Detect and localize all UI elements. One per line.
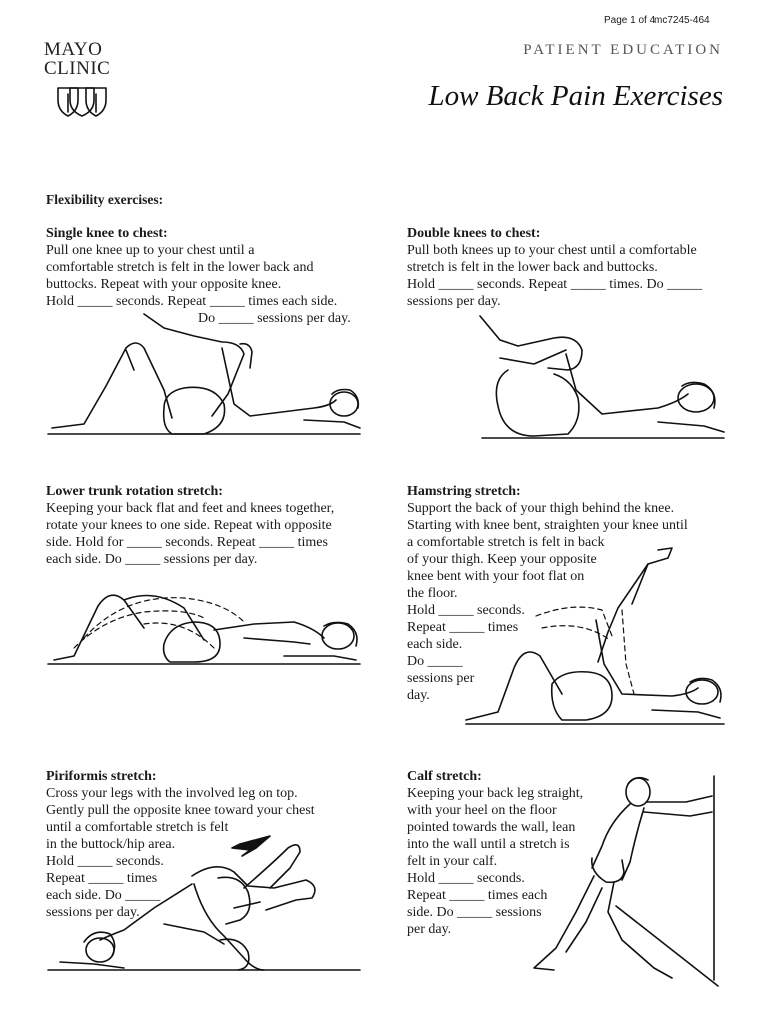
document-title: Low Back Pain Exercises: [428, 80, 723, 112]
logo-text-line2: CLINIC: [44, 58, 111, 79]
mayo-clinic-logo: [44, 40, 124, 130]
logo-text-line1: MAYO: [44, 39, 103, 60]
exercise-instructions: Keeping your back leg straight, with your heel on the floor pointed towards the wall, lean into the wall until a stretch is felt in your calf. Hold _____ seconds. Repeat _____ times each side. Do _____ sessions per day.: [407, 786, 584, 937]
exercise-title: Double knees to chest:: [407, 226, 541, 241]
exercise-title: Piriformis stretch:: [46, 769, 157, 784]
exercise-instructions: Support the back of your thigh behind the knee. Starting with knee bent, straighten your knee until a comfortable stretch is felt in back of your thigh. Keep your opposite knee bent with your foot flat on the floor. Hold _____ seconds. Repeat _____ times each side. Do _____ sessions per day.: [407, 501, 688, 703]
lower-trunk-rotation-illustration: [44, 578, 364, 670]
exercise-title: Single knee to chest:: [46, 226, 168, 241]
exercise-title: Lower trunk rotation stretch:: [46, 484, 223, 499]
exercise-instructions: Pull one knee up to your chest until a comfortable stretch is felt in the lower back and buttocks. Repeat with your opposite knee. Hold _____ seconds. Repeat _____ times each side.: [46, 243, 338, 309]
page-number: Page 1 of 4: [604, 15, 656, 26]
exercise-instructions: Pull both knees up to your chest until a comfortable stretch is felt in the lower back and buttocks. Hold _____ seconds. Repeat _____ times. Do _____ sessions per day.: [407, 243, 703, 309]
document-code: mc7245-464: [654, 15, 710, 26]
double-knees-to-chest-illustration: [478, 310, 728, 445]
exercise-instructions: Keeping your back flat and feet and knees together, rotate your knees to one side. Repeat with opposite side. Hold for _____ seconds. Repeat _____ times each side. Do _____ sessions per day.: [46, 501, 335, 567]
calf-stretch-illustration: [526, 772, 722, 988]
hamstring-stretch-illustration: [462, 544, 728, 734]
exercise-lower-trunk-rotation: [46, 483, 366, 568]
exercise-title: Calf stretch:: [407, 769, 482, 784]
exercise-instructions: Cross your legs with the involved leg on top. Gently pull the opposite knee toward your chest until a comfortable stretch is felt in the buttock/hip area. Hold _____ seconds. Repeat _____ times each side. Do _____ sessions per day.: [46, 786, 315, 920]
single-knee-to-chest-illustration: [44, 308, 364, 443]
piriformis-stretch-illustration: [44, 828, 364, 978]
flexibility-heading: Flexibility exercises:: [46, 192, 164, 207]
shield-icon: [54, 84, 110, 118]
section-label: PATIENT EDUCATION: [523, 42, 723, 58]
exercise-sessions: Do _____ sessions per day.: [198, 311, 351, 326]
exercise-title: Hamstring stretch:: [407, 484, 521, 499]
exercise-double-knees: [407, 225, 727, 310]
